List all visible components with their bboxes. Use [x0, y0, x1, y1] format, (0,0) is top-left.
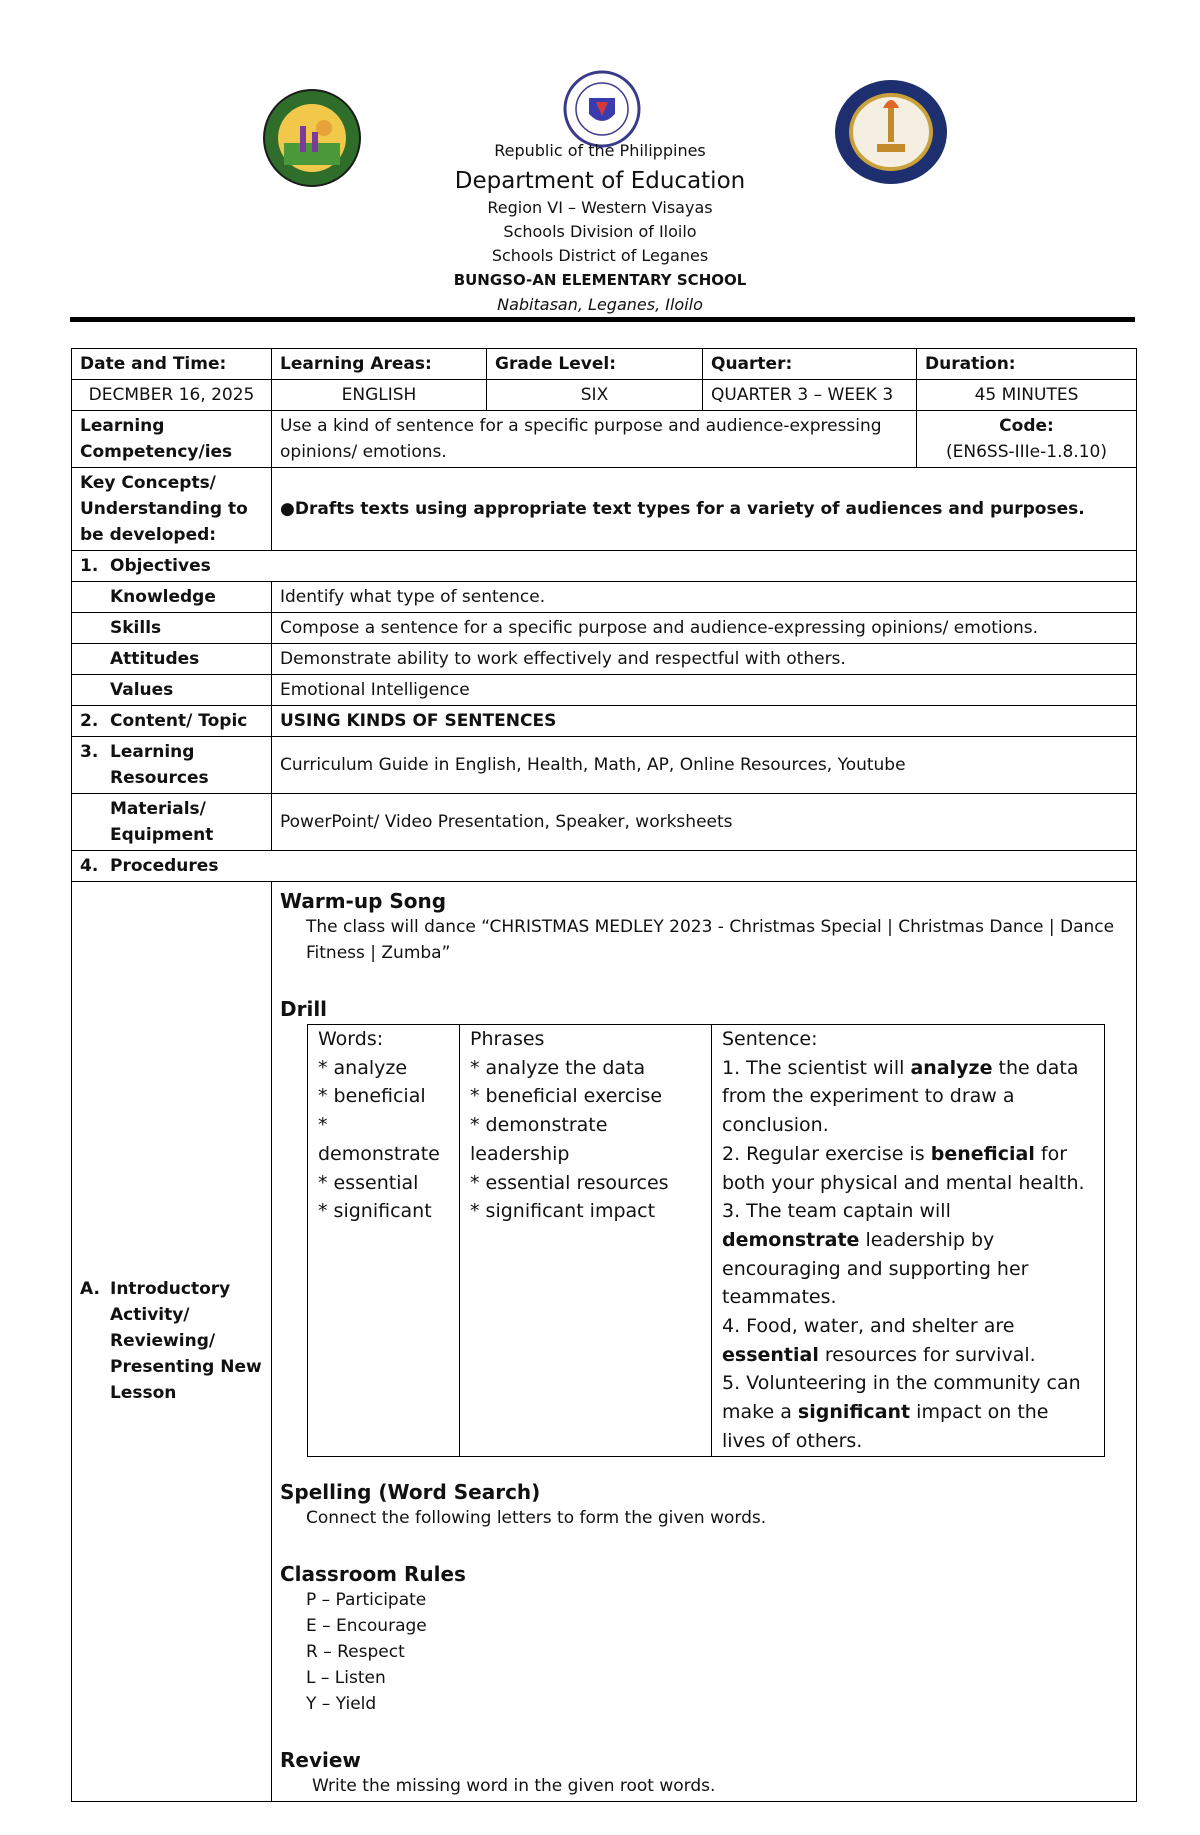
resources-label: 3. Learning Resources — [72, 737, 272, 794]
resources-text: Curriculum Guide in English, Health, Math, AP, Online Resources, Youtube — [272, 737, 1137, 794]
values-text: Emotional Intelligence — [272, 675, 1137, 706]
drill-phrase: * beneficial exercise — [470, 1085, 663, 1108]
region-line: Region VI – Western Visayas — [487, 198, 713, 217]
republic-line: Republic of the Philippines — [494, 141, 706, 160]
materials-text: PowerPoint/ Video Presentation, Speaker, worksheets — [272, 794, 1137, 851]
objectives-heading: 1. Objectives — [72, 551, 1137, 582]
drill-sentence: 4. Food, water, and shelter are essential resources for survival. — [722, 1315, 1036, 1366]
knowledge-label: Knowledge — [72, 582, 272, 613]
drill-title: Drill — [280, 997, 328, 1021]
skills-label: Skills — [72, 613, 272, 644]
division-line: Schools Division of Iloilo — [503, 222, 697, 241]
key-concepts-label: Key Concepts/ Understanding to be developed: — [72, 468, 272, 551]
drill-phrases-column: Phrases * analyze the data * beneficial exercise * demonstrate leadership * essential resources * significant impact — [460, 1025, 712, 1457]
info-header-row — [72, 349, 1137, 380]
skills-row — [72, 613, 1137, 644]
intro-activity-label: A. Introductory Activity/ Reviewing/ Presenting New Lesson — [72, 882, 272, 1802]
date-value: DECMBER 16, 2025 — [72, 380, 272, 411]
content-label: 2. Content/ Topic — [72, 706, 272, 737]
drill-sentence: 2. Regular exercise is beneficial for both your physical and mental health. — [722, 1142, 1085, 1194]
school-name: BUNGSO-AN ELEMENTARY SCHOOL — [453, 271, 747, 289]
duration-value: 45 MINUTES — [917, 380, 1137, 411]
header-divider — [70, 317, 1135, 322]
review-text: Write the missing word in the given root words. — [312, 1775, 716, 1796]
competency-code: Code: (EN6SS-IIIe-1.8.10) — [917, 411, 1137, 468]
drill-table — [307, 1024, 1105, 1457]
rule-item: P – Participate — [306, 1589, 427, 1610]
rule-item: L – Listen — [306, 1667, 386, 1688]
info-value-row — [72, 380, 1137, 411]
values-label: Values — [72, 675, 272, 706]
drill-sentence: 5. Volunteering in the community can make a significant impact on the lives of others. — [722, 1372, 1081, 1452]
attitudes-label: Attitudes — [72, 644, 272, 675]
materials-label: Materials/ Equipment — [72, 794, 272, 851]
knowledge-text: Identify what type of sentence. — [272, 582, 1137, 613]
review-title: Review — [280, 1747, 361, 1772]
drill-word: * analyze — [318, 1056, 408, 1079]
spelling-text: Connect the following letters to form the given words. — [306, 1507, 767, 1528]
key-concepts-row — [72, 468, 1137, 551]
skills-text: Compose a sentence for a specific purpose and audience-expressing opinions/ emotions. — [272, 613, 1137, 644]
materials-row — [72, 794, 1137, 851]
deped-seal-logo — [563, 70, 641, 148]
date-label: Date and Time: — [72, 349, 272, 380]
rule-item: Y – Yield — [306, 1693, 377, 1714]
competency-label: Learning Competency/ies — [72, 411, 272, 468]
objectives-row — [72, 551, 1137, 582]
knowledge-row — [72, 582, 1137, 613]
drill-word: * demonstrate — [318, 1114, 440, 1165]
rule-item: E – Encourage — [306, 1615, 427, 1636]
content-text: USING KINDS OF SENTENCES — [272, 706, 1137, 737]
key-concepts-text: ●Drafts texts using appropriate text types for a variety of audiences and purposes. — [272, 468, 1137, 551]
drill-word: * essential — [318, 1171, 419, 1194]
drill-phrase: * analyze the data — [470, 1056, 646, 1079]
drill-word: * significant — [318, 1200, 432, 1223]
area-value: ENGLISH — [272, 380, 487, 411]
attitudes-row — [72, 644, 1137, 675]
resources-row — [72, 737, 1137, 794]
procedures-row — [72, 851, 1137, 882]
rule-item: R – Respect — [306, 1641, 405, 1662]
areas-label: Learning Areas: — [272, 349, 487, 380]
warmup-title: Warm-up Song — [280, 889, 447, 913]
drill-phrase: * demonstrate leadership — [470, 1114, 608, 1165]
attitudes-text: Demonstrate ability to work effectively and respectful with others. — [272, 644, 1137, 675]
drill-phrase: * essential resources — [470, 1171, 669, 1194]
intro-activity-row — [72, 882, 1137, 1802]
rules-title: Classroom Rules — [280, 1561, 466, 1586]
quarter-value: QUARTER 3 – WEEK 3 — [703, 380, 917, 411]
drill-words-column: Words: * analyze * beneficial * demonstrate * essential * significant — [308, 1025, 460, 1457]
quarter-label: Quarter: — [703, 349, 917, 380]
procedures-heading: 4. Procedures — [72, 851, 1137, 882]
drill-sentence: 1. The scientist will analyze the data from the experiment to draw a conclusion. — [722, 1056, 1079, 1137]
drill-phrase: * significant impact — [470, 1200, 656, 1223]
duration-label: Duration: — [917, 349, 1137, 380]
drill-word: * beneficial — [318, 1085, 426, 1108]
department-title: Department of Education — [454, 168, 746, 194]
district-line: Schools District of Leganes — [491, 246, 709, 265]
intro-activity-content — [272, 882, 1137, 1802]
drill-sentence: 3. The team captain will demonstrate leadership by encouraging and supporting her teammates. — [722, 1200, 1029, 1309]
competency-text: Use a kind of sentence for a specific purpose and audience-expressing opinions/ emotions. — [272, 411, 917, 468]
school-address: Nabitasan, Leganes, Iloilo — [497, 295, 703, 314]
grade-value: SIX — [487, 380, 703, 411]
content-row — [72, 706, 1137, 737]
spelling-title: Spelling (Word Search) — [280, 1479, 541, 1504]
drill-sentences-column: Sentence: 1. The scientist will analyze the data from the experiment to draw a conclusion. 2. Regular exercise is beneficial for both your physical and mental health. 3. The team captain will demonstrate leadership by encouraging and supporting her teammates. 4. Food, water, and shelter are essential resources for survival. 5. Volunteering in the community can make a significant impact on the lives of others. — [712, 1025, 1105, 1457]
warmup-text: The class will dance “CHRISTMAS MEDLEY 2023 - Christmas Special | Christmas Dance | Dance Fitness | Zumba” — [306, 917, 1115, 963]
lesson-plan-table — [71, 348, 1137, 1802]
grade-label: Grade Level: — [487, 349, 703, 380]
competency-row — [72, 411, 1137, 468]
values-row — [72, 675, 1137, 706]
